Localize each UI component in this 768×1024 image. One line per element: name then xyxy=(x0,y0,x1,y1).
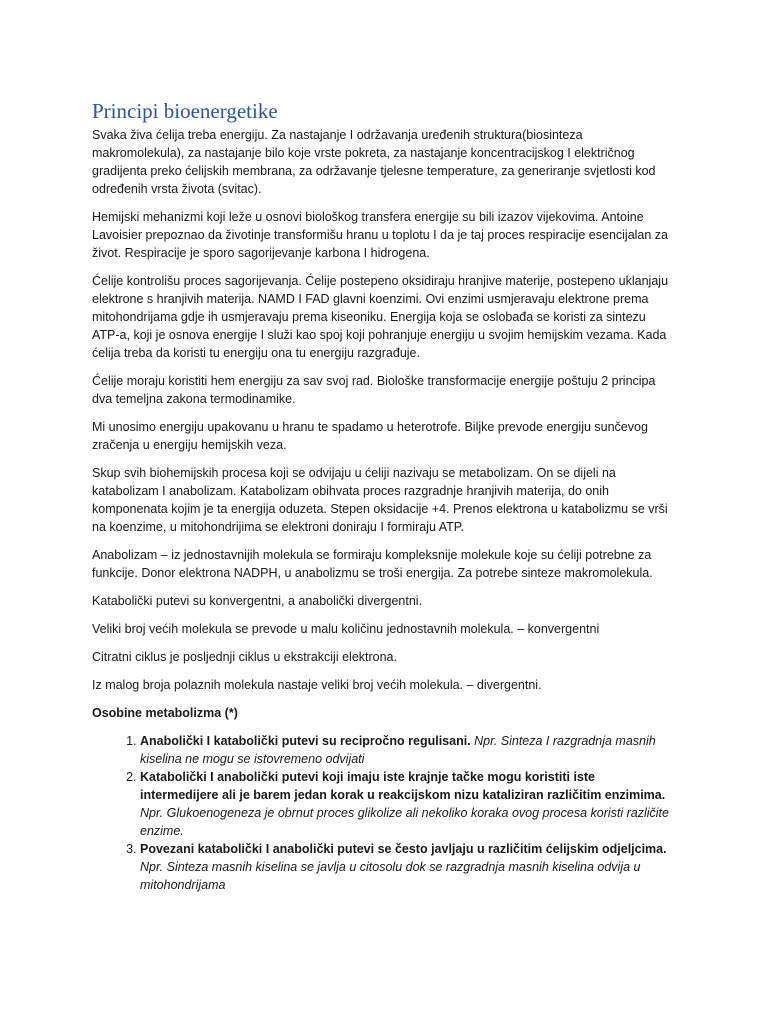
paragraph-thermodynamics: Ćelije moraju koristiti hem energiju za sav svoj rad. Biološke transformacije energije poštuju 2 principa dva temeljna zakona termodinamike. xyxy=(92,374,656,406)
document-title: Principi bioenergetike xyxy=(92,99,278,123)
list-item xyxy=(140,732,674,768)
paragraph-anabolism: Anabolizam – iz jednostavnijih molekula se formiraju kompleksnije molekule koje su ćeliji potrebne za funkcije. Donor elektrona NADPH, u anabolizmu se troši energija. Za potrebe sinteze makromolekula. xyxy=(92,548,653,580)
paragraph-metabolism: Skup svih biohemijskih procesa koji se odvijaju u ćeliji nazivaju se metabolizam. On se dijeli na katabolizam I anabolizam. Katabolizam obihvata proces razgradnje hranjivih materija, do onih komponenata kojim je ta energija oduzeta. Stepen oksidacije +4. Prenos elektrona u katabolizmu se vrši na koenzime, u mitohondrijima se elektroni doniraju I formiraju ATP. xyxy=(92,466,668,534)
paragraph-pathways: Katabolički putevi su konvergentni, a anabolički divergentni. xyxy=(92,594,423,608)
paragraph-history: Hemijski mehanizmi koji leže u osnovi biološkog transfera energije su bili izazov vijekovima. Antoine Lavoisier prepoznao da životinje transformišu hranu u toplotu I da je taj proces respiracije esencijalan za život. Respiracije je sporo sagorijevanje karbona I hidrogena. xyxy=(92,210,669,260)
metabolism-properties-list xyxy=(92,732,674,894)
list-item-italic: Npr. Sinteza masnih kiselina se javlja u citosolu dok se razgradnja masnih kiselina odvija u mitohondrijama xyxy=(140,860,641,892)
paragraph-convergent: Veliki broj većih molekula se prevode u malu količinu jednostavnih molekula. – konvergentni xyxy=(92,622,600,636)
paragraph-heterotrophs: Mi unosimo energiju upakovanu u hranu te spadamo u heterotrofe. Biljke prevode energiju sunčevog zračenja u energiju hemijskih veza. xyxy=(92,420,648,452)
paragraph-combustion: Ćelije kontrolišu proces sagorijevanja. Ćelije postepeno oksidiraju hranjive materije, postepeno uklanjaju elektrone s hranjivih materija. NAMD I FAD glavni koenzimi. Ovi enzimi usmjeravaju elektrone prema mitohondrijama gdje ih usmjeravaju prema kiseoniku. Energija koja se oslobađa se koristi za sintezu ATP-a, koji je osnova energije I služi kao spoj koji pohranjuje energiju u svojim hemijskim vezama. Kada ćelija treba da koristi tu energiju ona tu energiju razgrađuje. xyxy=(92,274,669,360)
list-item xyxy=(140,840,674,894)
list-heading: Osobine metabolizma (*) xyxy=(92,706,238,720)
list-item-italic: Npr. Glukoenogeneza je obrnut proces glikolize ali nekoliko koraka ovog procesa koristi različite enzime. xyxy=(140,806,669,838)
paragraph-divergent: Iz malog broja polaznih molekula nastaje veliki broj većih molekula. – divergentni. xyxy=(92,678,542,692)
list-item-bold: Katabolički I anabolički putevi koji imaju iste krajnje tačke mogu koristiti iste intermedijere ali je barem jedan korak u reakcijskom nizu kataliziran različitim enzimima. xyxy=(140,770,666,802)
list-item-bold: Anabolički I katabolički putevi su recipročno regulisani. xyxy=(140,734,471,748)
list-item-bold: Povezani katabolički I anabolički putevi se često javljaju u različitim ćelijskim odjeljcima. xyxy=(140,842,667,856)
list-item xyxy=(140,768,674,840)
paragraph-intro: Svaka živa ćelija treba energiju. Za nastajanje I održavanja uređenih struktura(biosinteza makromolekula), za nastajanje bilo koje vrste pokreta, za nastajanje koncentracijskog I električnog gradijenta preko ćelijskih membrana, za održavanje tjelesne temperature, za generiranje svjetlosti kod određenih vrsta života (svitac). xyxy=(92,128,656,196)
paragraph-citrate-cycle: Citratni ciklus je posljednji ciklus u ekstrakciji elektrona. xyxy=(92,650,397,664)
document-page xyxy=(92,98,674,894)
list-item-italic: Npr. Sinteza I razgradnja masnih kiselina ne mogu se istovremeno odvijati xyxy=(140,734,656,766)
